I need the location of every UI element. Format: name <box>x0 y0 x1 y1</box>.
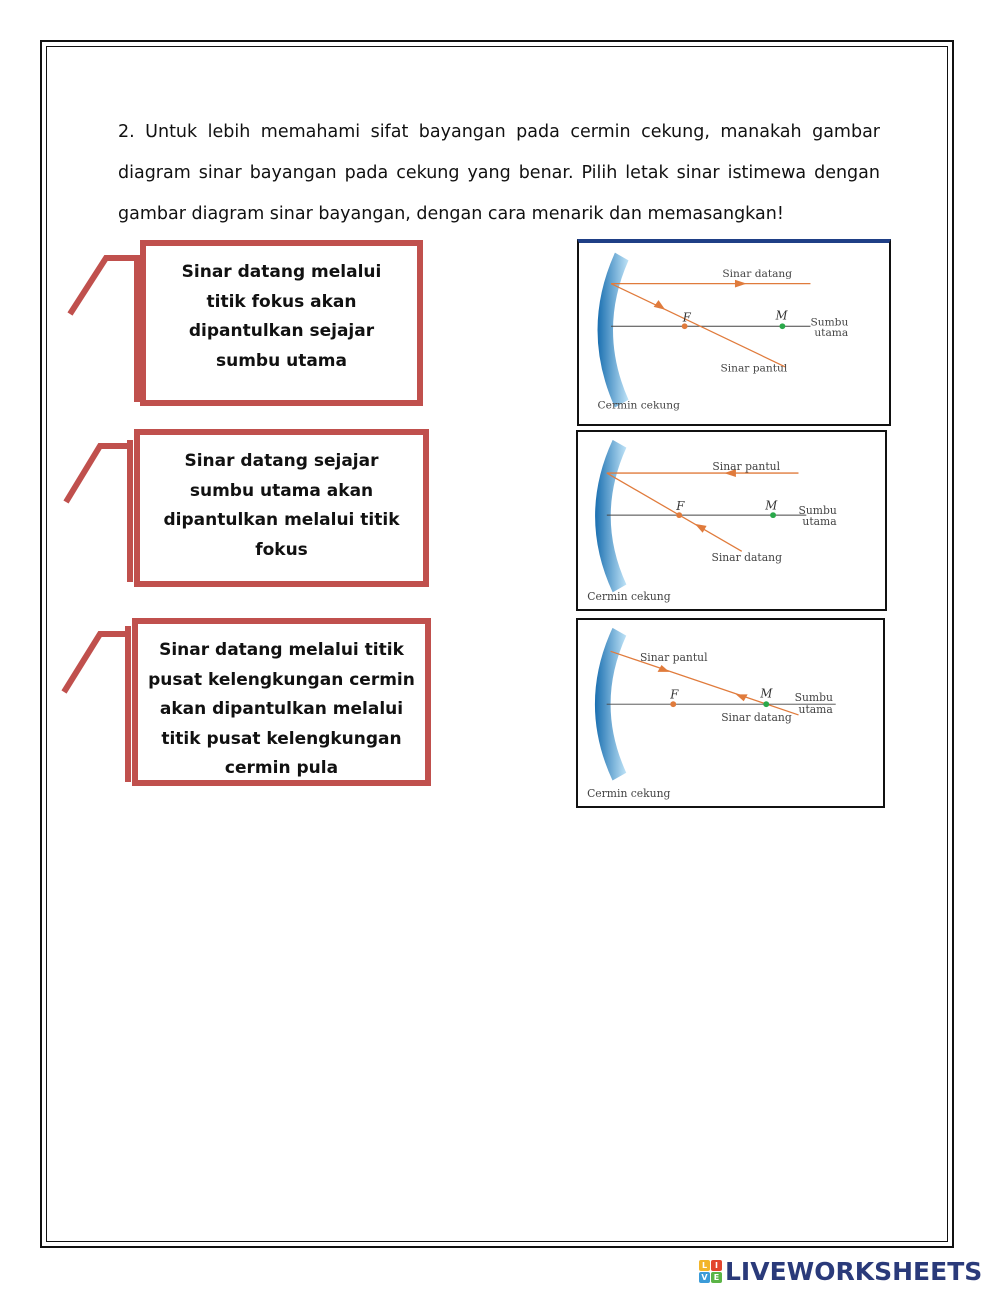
incoming-label: Sinar datang <box>721 710 792 724</box>
answer-card-1[interactable] <box>140 240 423 406</box>
ray-diagram-3[interactable] <box>576 618 885 808</box>
reflected-label: Sinar pantul <box>712 460 781 474</box>
concave-mirror-icon <box>598 253 629 408</box>
axis-label-2: utama <box>814 325 849 339</box>
focus-point <box>670 701 676 707</box>
reflected-ray <box>611 284 785 367</box>
reflected-label: Sinar pantul <box>639 651 708 665</box>
center-point <box>770 512 776 518</box>
ray-diagram-1[interactable] <box>577 239 891 426</box>
ray-diagram-3-svg <box>578 620 883 806</box>
answer-card-2-text: Sinar datang sejajar sumbu utama akan dipantulkan melalui titik fokus <box>163 451 400 560</box>
answer-card-3[interactable] <box>132 618 431 786</box>
axis-label-1: Sumbu <box>794 691 833 705</box>
logo-mark-icon: L I V E <box>699 1260 722 1283</box>
center-point <box>779 323 785 329</box>
incoming-label: Sinar datang <box>711 551 782 565</box>
mirror-label: Cermin cekung <box>597 398 680 412</box>
center-point <box>763 701 769 707</box>
axis-label-2: utama <box>802 514 837 528</box>
axis-label-2: utama <box>798 703 833 716</box>
center-label: M <box>765 498 778 513</box>
answer-card-1-text: Sinar datang melalui titik fokus akan dipantulkan sejajar sumbu utama <box>181 262 382 371</box>
question-text: 2. Untuk lebih memahami sifat bayangan pada cermin cekung, manakah gambar diagram sinar bayangan pada cekung yang benar. Pilih letak sinar istimewa dengan gambar diagram sinar bayangan, dengan cara menarik dan memasangkan! <box>118 122 880 224</box>
center-label: M <box>775 308 788 323</box>
incoming-label: Sinar datang <box>722 266 793 280</box>
mirror-label: Cermin cekung <box>587 590 671 604</box>
logo-text: LIVEWORKSHEETS <box>725 1256 983 1286</box>
liveworksheets-logo[interactable] <box>699 1256 982 1286</box>
axis-label-1: Sumbu <box>798 504 837 518</box>
center-label: M <box>760 686 773 701</box>
axis-label-1: Sumbu <box>810 315 849 329</box>
ray-diagram-2-svg <box>578 432 885 609</box>
concave-mirror-icon <box>595 440 626 593</box>
answer-card-3-text: Sinar datang melalui titik pusat kelengkungan cermin akan dipantulkan melalui titik pusat kelengkungan cermin pula <box>148 640 415 778</box>
focus-label: F <box>682 310 691 325</box>
focus-label: F <box>670 687 679 702</box>
ray-diagram-2[interactable] <box>576 430 887 611</box>
reflected-label: Sinar pantul <box>720 361 788 375</box>
ray-diagram-1-svg <box>579 243 889 424</box>
incoming-ray <box>607 473 742 551</box>
answer-card-2[interactable] <box>134 429 429 587</box>
focus-label: F <box>676 499 685 514</box>
mirror-label: Cermin cekung <box>587 787 671 801</box>
